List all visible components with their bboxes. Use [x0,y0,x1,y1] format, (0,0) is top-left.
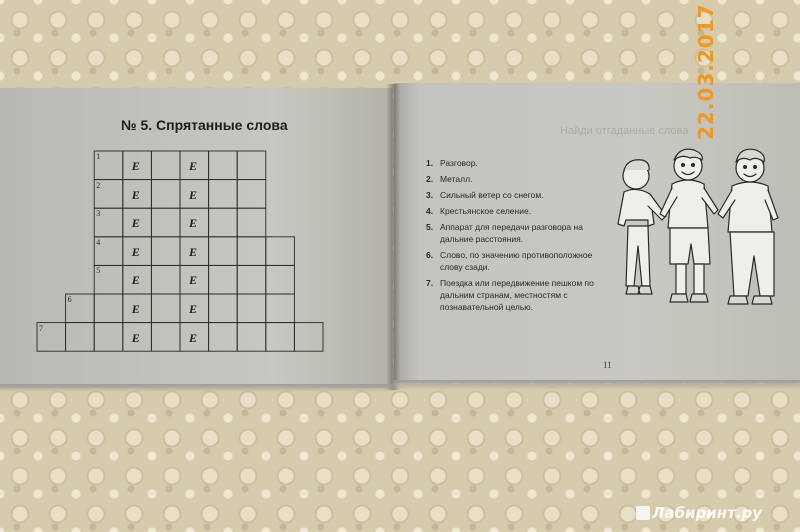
crossword-given-letter: Е [189,216,198,231]
crossword-row-number: 1 [96,152,101,161]
crossword-given-letter: Е [131,244,140,259]
crossword-row-number: 7 [39,323,43,333]
book-gutter [386,84,400,390]
clue-number: 6. [426,250,434,260]
labirint-watermark [636,504,762,522]
camera-date-stamp: 22.03.2017 [694,3,718,140]
clue-4 [426,205,604,217]
page-number: 11 [603,360,612,370]
puzzle-title: № 5. Спрятанные слова [121,117,288,133]
crossword-row-number: 6 [67,295,72,304]
clue-text: Металл. [440,174,473,184]
clue-text: Крестьянское селение. [440,206,532,216]
labirint-logo-icon [636,506,650,520]
crossword-given-letter: Е [189,330,198,345]
left-page-edge [0,384,394,392]
clue-number: 1. [426,158,434,168]
clue-number: 7. [426,278,434,288]
show-through-heading: Найди отгаданные слова [560,125,689,137]
crossword-given-letter: Е [189,302,198,316]
crossword-given-letter: Е [131,216,140,231]
clue-6 [426,249,604,273]
clue-number: 3. [426,190,434,200]
crossword-row-number: 4 [96,237,101,247]
clue-2 [426,173,604,185]
clue-text: Аппарат для передачи разговора на дальние расстояния. [440,222,583,244]
crossword-row-number: 2 [96,180,101,190]
clue-number: 5. [426,222,434,232]
crossword-given-letter: Е [189,159,198,173]
clue-5 [426,221,604,245]
crossword-row-number: 3 [96,209,101,219]
clue-number: 2. [426,174,434,184]
crossword-row-number: 5 [96,266,101,276]
clue-text: Сильный ветер со снегом. [440,190,544,200]
clue-7 [426,277,604,313]
crossword-given-letter: Е [131,302,140,316]
crossword-given-letter: Е [189,273,198,288]
right-page-edge [394,380,800,390]
crossword-given-letter: Е [189,244,198,259]
crossword-given-letter: Е [131,187,140,202]
crossword-given-letter: Е [131,159,140,173]
clue-number: 4. [426,206,434,216]
clue-1 [426,157,604,169]
clue-text: Поездка или передвижение пешком по дальним странам, местностям с познавательной целью. [440,278,594,312]
clue-3 [426,189,604,201]
crossword-given-letter: Е [131,330,140,345]
three-boys-illustration [606,136,796,336]
crossword-given-letter: Е [131,273,140,288]
clue-text: Разговор. [440,158,478,168]
watermark-text: Лабиринт.ру [652,504,763,522]
crossword-given-letter: Е [189,187,198,202]
clue-text: Слово, по значению противоположное слову сзади. [440,250,593,272]
clue-list [426,157,604,317]
